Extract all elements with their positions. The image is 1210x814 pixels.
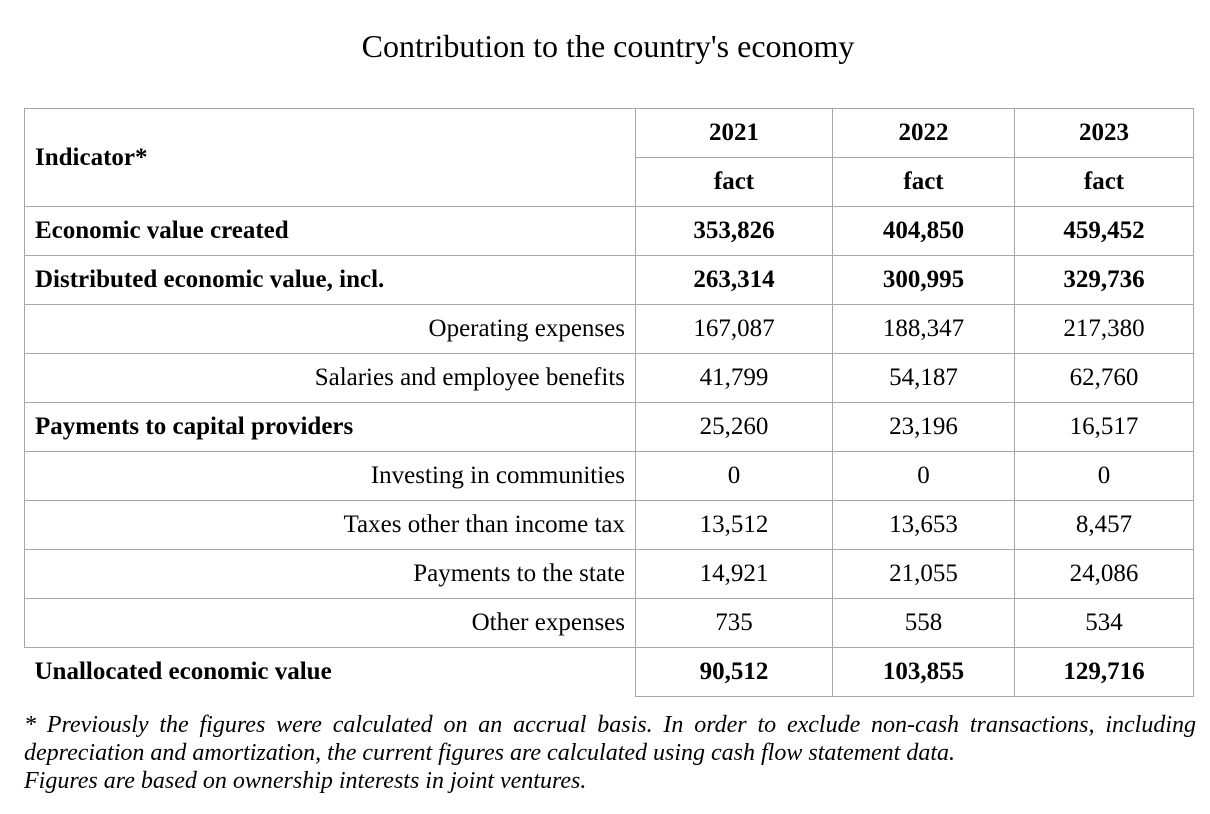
subheader-2023: fact	[1015, 158, 1194, 207]
row-label: Taxes other than income tax	[25, 501, 636, 550]
row-label: Economic value created	[25, 207, 636, 256]
cell-2023: 534	[1015, 599, 1194, 648]
cell-2022: 0	[833, 452, 1015, 501]
cell-2022: 21,055	[833, 550, 1015, 599]
cell-2022: 13,653	[833, 501, 1015, 550]
subheader-2022: fact	[833, 158, 1015, 207]
header-row-years	[25, 109, 1194, 158]
cell-2022: 103,855	[833, 648, 1015, 697]
cell-2021: 735	[636, 599, 833, 648]
cell-2021: 41,799	[636, 354, 833, 403]
footnote-ownership: Figures are based on ownership interests in joint ventures.	[24, 768, 587, 794]
cell-2022: 188,347	[833, 305, 1015, 354]
cell-2023: 24,086	[1015, 550, 1194, 599]
row-label: Payments to the state	[25, 550, 636, 599]
cell-2021: 353,826	[636, 207, 833, 256]
cell-2021: 167,087	[636, 305, 833, 354]
cell-2022: 404,850	[833, 207, 1015, 256]
header-indicator: Indicator*	[25, 109, 636, 207]
cell-2023: 459,452	[1015, 207, 1194, 256]
cell-2023: 329,736	[1015, 256, 1194, 305]
row-label: Salaries and employee benefits	[25, 354, 636, 403]
row-label: Distributed economic value, incl.	[25, 256, 636, 305]
row-label: Operating expenses	[25, 305, 636, 354]
page-title: Contribution to the country's economy	[361, 28, 855, 64]
table-row	[25, 599, 1194, 648]
cell-2023: 62,760	[1015, 354, 1194, 403]
table-row	[25, 354, 1194, 403]
table-row	[25, 501, 1194, 550]
cell-2023: 0	[1015, 452, 1194, 501]
footnote-methodology: * Previously the figures were calculated on an accrual basis. In order to exclude non-cash transactions, including depreciation and amortization, the current figures are calculated using cash flow statement data.	[24, 712, 1196, 766]
cell-2023: 129,716	[1015, 648, 1194, 697]
cell-2021: 25,260	[636, 403, 833, 452]
table-row	[25, 403, 1194, 452]
table-row	[25, 550, 1194, 599]
cell-2021: 263,314	[636, 256, 833, 305]
table-row	[25, 207, 1194, 256]
row-label: Payments to capital providers	[25, 403, 636, 452]
economy-table	[24, 108, 1194, 697]
subheader-2021: fact	[636, 158, 833, 207]
table-row	[25, 305, 1194, 354]
header-year-2021: 2021	[636, 109, 833, 158]
cell-2021: 14,921	[636, 550, 833, 599]
footnote	[24, 711, 1196, 795]
table-row	[25, 452, 1194, 501]
table-row	[25, 648, 1194, 697]
cell-2022: 300,995	[833, 256, 1015, 305]
cell-2023: 16,517	[1015, 403, 1194, 452]
cell-2022: 558	[833, 599, 1015, 648]
header-year-2022: 2022	[833, 109, 1015, 158]
header-year-2023: 2023	[1015, 109, 1194, 158]
cell-2022: 23,196	[833, 403, 1015, 452]
cell-2021: 0	[636, 452, 833, 501]
cell-2022: 54,187	[833, 354, 1015, 403]
table-row	[25, 256, 1194, 305]
row-label: Investing in communities	[25, 452, 636, 501]
cell-2023: 8,457	[1015, 501, 1194, 550]
row-label: Other expenses	[25, 599, 636, 648]
cell-2021: 13,512	[636, 501, 833, 550]
cell-2021: 90,512	[636, 648, 833, 697]
cell-2023: 217,380	[1015, 305, 1194, 354]
row-label: Unallocated economic value	[25, 648, 636, 697]
